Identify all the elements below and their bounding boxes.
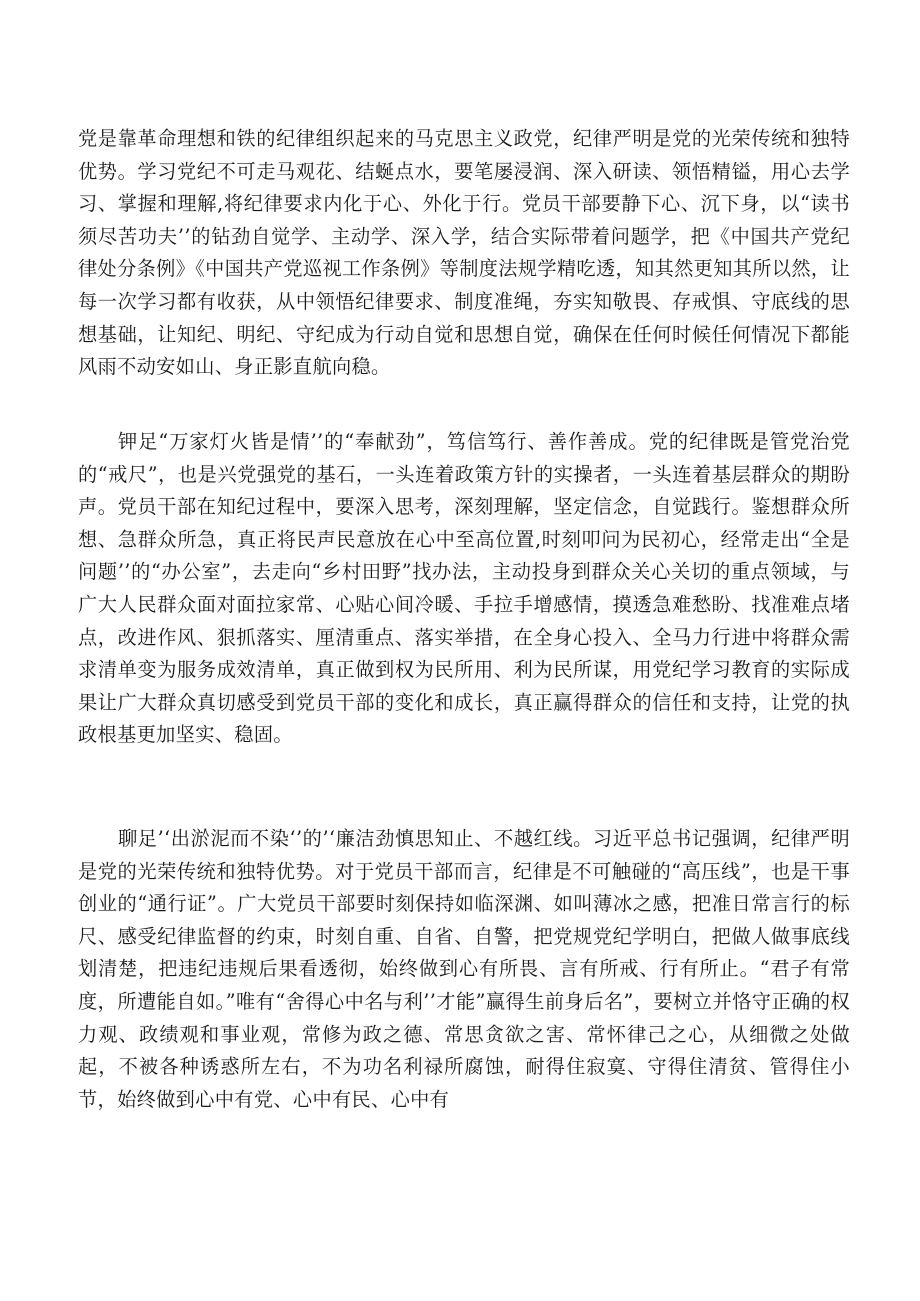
body-paragraph-1: 党是靠革命理想和铁的纪律组织起来的马克思主义政党，纪律严明是党的光荣传统和独特优势。学习党纪不可走马观花、结蜒点水，要笔屡浸润、深入研读、领悟精镒，用心去学习、掌握和理解,将纪律要求内化于心、外化于行。党员干部要静下心、沉下身，以“读书须尽苦功夫’’的钻劲自觉学、主动学、深入学，结合实际带着问题学，把《中国共产党纪律处分条例》《中国共产党巡视工作条例》等制度法规学精吃透，知其然更知其所以然，让每一次学习都有收获，从中领悟纪律要求、制度准绳，夯实知敬畏、存戒惧、守底线的思想基础，让知纪、明纪、守纪成为行动自觉和思想自觉，确保在任何时候任何情况下都能风雨不动安如山、身正影直航向稳。: [78, 127, 850, 379]
body-paragraph-3: 聊足’‘出淤泥而不染‘’的’‘廉洁劲慎思知止、不越红线。习近平总书记强调，纪律严明是党的光荣传统和独特优势。对于党员干部而言，纪律是不可触碰的“高压线”，也是干事创业的“通行证”。广大党员干部要时刻保持如临深渊、如叫薄冰之感，把准日常言行的标尺、感受纪律监督的约束，时刻自重、自省、自警，把党规党纪学明白，把做人做事底线划清楚，把违纪违规后果看透彻，始终做到心有所畏、言有所戒、行有所止。“君子有常度，所遭能自如。”唯有“舍得心中名与利’’才能”赢得生前身后名”，要树立并恪守正确的权力观、政绩观和事业观，常修为政之德、常思贪欲之害、常怀律己之心，从细微之处做起，不被各种诱惑所左右，不为功名利禄所腐蚀，耐得住寂寞、守得住清贫、管得住小节，始终做到心中有党、心中有民、心中有: [78, 827, 850, 1111]
body-paragraph-2: 钾足“万家灯火皆是情’’的“奉献劲”，笃信笃行、善作善成。党的纪律既是管党治党的“戒尺”，也是兴党强党的基石，一头连着政策方针的实操者，一头连着基层群众的期盼声。党员干部在知纪过程中，要深入思考，深刻理解，坚定信念，自觉践行。鉴想群众所想、急群众所急，真正将民声民意放在心中至高位置,时刻叩问为民初心，经常走出“全是问题’’的“办公室”，去走向“乡村田野”找办法，主动投身到群众关心关切的重点领域，与广大人民群众面对面拉家常、心贴心间冷暖、手拉手增感情，摸透急难愁盼、找准难点堵点，改进作风、狠抓落实、厘清重点、落实举措，在全身心投入、全马力行进中将群众需求清单变为服务成效清单，真正做到权为民所用、利为民所谋，用党纪学习教育的实际成果让广大群众真切感受到党员干部的变化和成长，真正赢得群众的信任和支持，让党的执政根基更加坚实、稳固。: [78, 430, 850, 747]
